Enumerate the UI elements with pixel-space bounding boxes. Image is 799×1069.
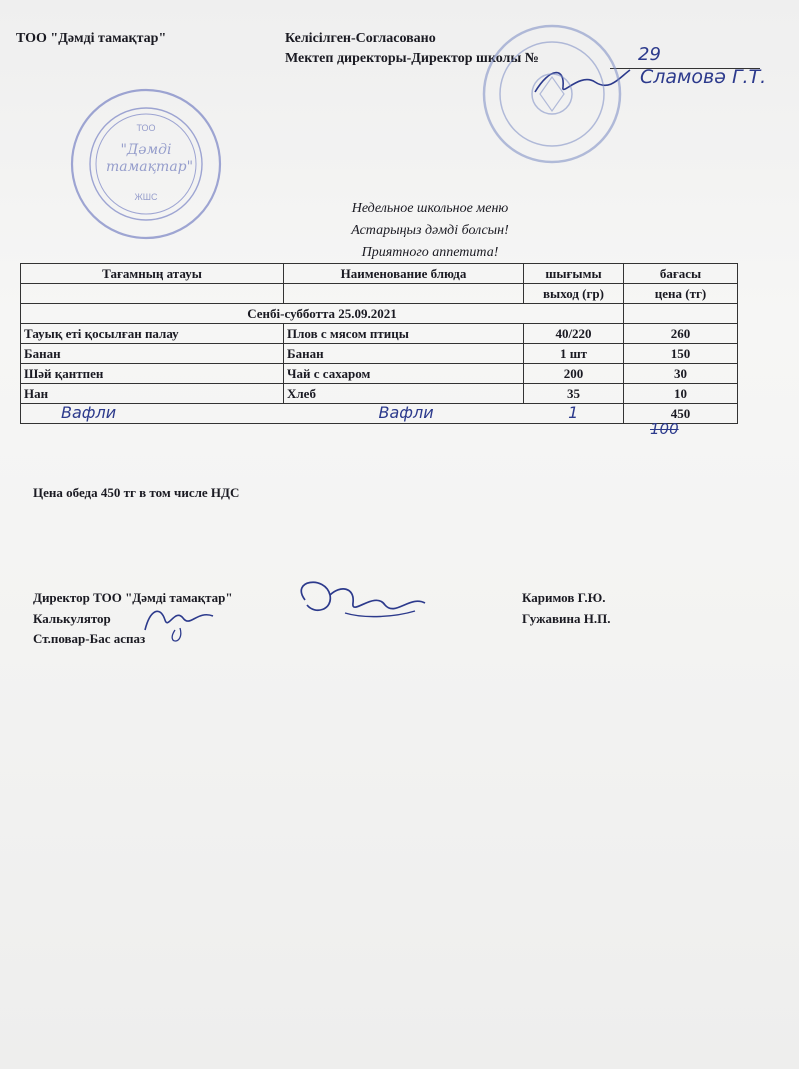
- stamp-company-name: "Дәмді тамақтар": [106, 142, 194, 175]
- greeting-ru: Приятного аппетита!: [361, 245, 499, 260]
- waffle-ru-handwritten: Вафли: [378, 403, 434, 422]
- header-ru-name: Наименование блюда: [284, 264, 524, 284]
- director-name: Каримов Г.Ю.: [522, 590, 606, 605]
- menu-table: [20, 263, 738, 424]
- header-price: бағасы: [624, 264, 738, 284]
- table-row: [21, 344, 738, 364]
- table-row-handwritten: [21, 404, 738, 424]
- dish-price: 30: [624, 364, 738, 384]
- dish-output: 40/220: [524, 324, 624, 344]
- dish-output: 35: [524, 384, 624, 404]
- approval-title: Келісілген-Согласовано: [285, 31, 436, 46]
- day-label: Сенбі-субботта 25.09.2021: [21, 304, 624, 324]
- table-subheader-row: [21, 284, 738, 304]
- stamp-bottom-text: ЖШС: [134, 192, 158, 202]
- header-output: шығымы: [524, 264, 624, 284]
- dish-price: 150: [624, 344, 738, 364]
- company-stamp: [68, 86, 224, 242]
- director-signature-handwritten: Сламовә Г.Т.: [640, 66, 767, 88]
- dish-kz: Нан: [21, 384, 284, 404]
- dish-ru: Чай с сахаром: [284, 364, 524, 384]
- waffle-kz-handwritten: Вафли: [61, 403, 117, 422]
- subheader-kz: [21, 284, 284, 304]
- table-row: [21, 324, 738, 344]
- dish-ru: Хлеб: [284, 384, 524, 404]
- director-signature-icon: [285, 575, 435, 635]
- chef-label: Ст.повар-Бас аспаз: [33, 631, 146, 646]
- price-note: Цена обеда 450 тг в том числе НДС: [33, 485, 240, 500]
- dish-ru: Плов с мясом птицы: [284, 324, 524, 344]
- director-label: Директор ТОО "Дәмді тамақтар": [33, 590, 233, 605]
- handwritten-note: 100: [650, 420, 679, 438]
- dish-kz: Шәй қантпен: [21, 364, 284, 384]
- greeting-kz: Астарыңыз дәмді болсын!: [351, 223, 509, 238]
- table-row: [21, 384, 738, 404]
- dish-price: 10: [624, 384, 738, 404]
- calculator-name: Гужавина Н.П.: [522, 611, 611, 626]
- header-kz-name: Тағамның атауы: [21, 264, 284, 284]
- dish-kz: Тауық еті қосылған палау: [21, 324, 284, 344]
- approval-director-line: Мектеп директоры-Директор школы №: [285, 51, 539, 66]
- table-day-row: [21, 304, 738, 324]
- table-row: [21, 364, 738, 384]
- day-row-empty: [624, 304, 738, 324]
- school-number-handwritten: 29: [638, 44, 661, 65]
- calculator-signature-icon: [135, 600, 225, 650]
- dish-output: 1 шт: [524, 344, 624, 364]
- waffle-output-handwritten: 1: [568, 403, 579, 422]
- dish-kz: Банан: [21, 344, 284, 364]
- school-seal-icon: [480, 22, 625, 167]
- dish-output: 200: [524, 364, 624, 384]
- subheader-price: цена (тг): [624, 284, 738, 304]
- company-name: ТОО "Дәмді тамақтар": [16, 31, 167, 46]
- waffle-price: 450: [624, 404, 738, 424]
- stamp-top-text: ТОО: [136, 123, 156, 133]
- dish-ru: Банан: [284, 344, 524, 364]
- calculator-label: Калькулятор: [33, 611, 111, 626]
- dish-price: 260: [624, 324, 738, 344]
- menu-title: Недельное школьное меню: [351, 201, 509, 216]
- table-header-row: [21, 264, 738, 284]
- subheader-output: выход (гр): [524, 284, 624, 304]
- subheader-ru: [284, 284, 524, 304]
